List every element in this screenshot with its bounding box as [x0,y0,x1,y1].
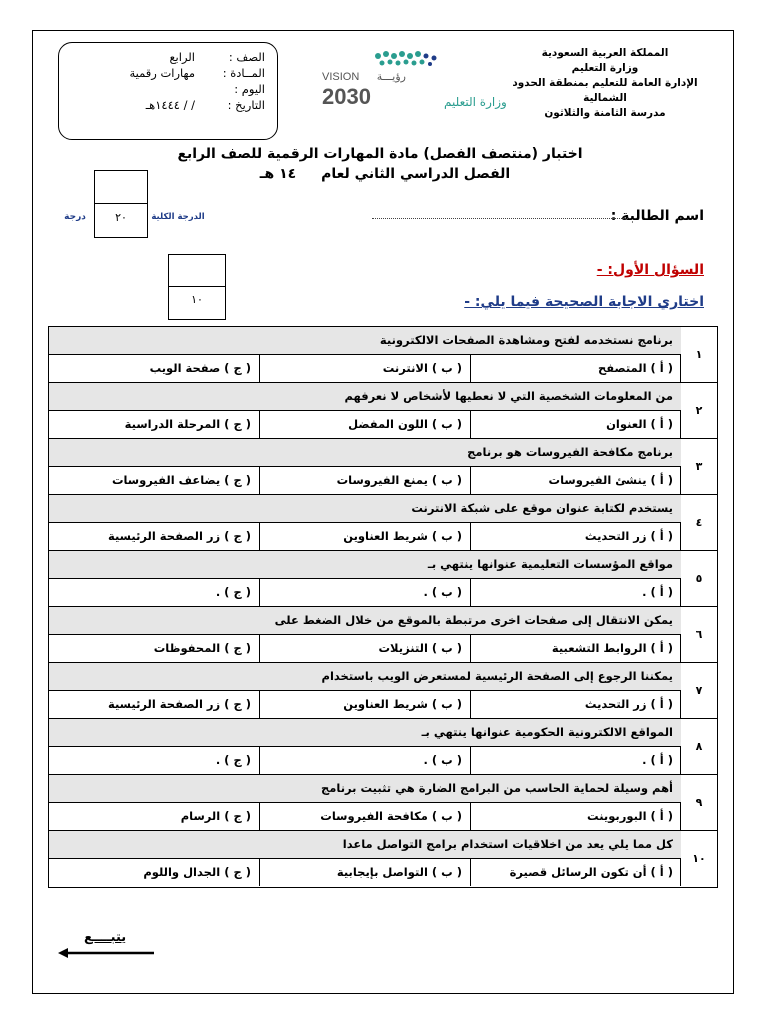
info-row-day [71,81,265,97]
answer-option[interactable]: ( ج ) المحفوظات [153,641,251,655]
question-row [49,719,717,774]
exam-title: اختبار (منتصف الفصل) مادة المهارات الرقمية للصف الرابع [177,146,583,162]
answer-option[interactable]: ( أ ) ينشئ الفيروسات [470,466,681,494]
info-row-grade [71,49,265,65]
question-text: من المعلومات الشخصية التي لا نعطيها لأشخاص لا نعرفهم [49,383,681,411]
info-key: المــادة : [222,66,265,80]
question-options [49,690,681,718]
answer-option[interactable]: ( أ ) زر التحديث [470,522,681,550]
header-line: المملكة العربية السعودية [541,47,669,59]
question-text: المواقع الالكترونية الحكومية عنوانها ينتهي بـ [49,719,681,747]
answer-option[interactable]: ( ج ) زر الصفحة الرئيسية [108,697,251,711]
question-text: برنامج نستخدمه لفتح ومشاهدة الصفحات الالكترونية [49,327,681,355]
answer-option[interactable]: ( ج ) زر الصفحة الرئيسية [108,529,251,543]
question-number: ٢ [680,383,717,438]
header-line: وزارة التعليم [571,62,639,74]
question-number: ٦ [680,607,717,662]
question-options [49,746,681,774]
info-row-subject [71,65,265,81]
question-options [49,858,681,886]
answer-option[interactable]: ( أ ) . [470,746,681,774]
answer-option[interactable]: ( أ ) أن تكون الرسائل قصيرة [470,858,681,886]
question-row [49,831,717,886]
answer-option[interactable]: ( ب ) يمنع الفيروسات [259,466,470,494]
answer-option[interactable]: ( ب ) . [259,578,470,606]
question1-label: السؤال الأول: - [596,262,704,278]
header-line: الإدارة العامة للتعليم بمنطقة الحدود الشمالية [512,77,698,104]
info-key: التاريخ : [227,98,265,112]
question-number: ٧ [680,663,717,718]
question-row [49,775,717,830]
answer-option[interactable]: ( ج ) صفحة الويب [149,361,251,375]
question-options [49,802,681,830]
answer-option[interactable]: ( ب ) التنزيلات [259,634,470,662]
info-key: اليوم : [234,82,265,96]
question-row [49,607,717,662]
question-number: ٣ [680,439,717,494]
logo-ministry-text: وزارة التعليم [444,95,507,109]
answer-option[interactable]: ( ب ) التواصل بإيجابية [259,858,470,886]
subtitle-text: الفصل الدراسي الثاني لعام [321,166,511,182]
question-text: برنامج مكافحة الفيروسات هو برنامج [49,439,681,467]
answer-option[interactable]: ( أ ) زر التحديث [470,690,681,718]
answer-option[interactable]: ( أ ) البوربوينت [470,802,681,830]
answer-option[interactable]: ( أ ) العنوان [470,410,681,438]
answer-option[interactable]: ( ب ) الانترنت [259,354,470,382]
total-score-label: الدرجة الكلية [151,212,205,222]
question-options [49,634,681,662]
answer-option[interactable]: ( أ ) المتصفح [470,354,681,382]
instruction-label: اختاري الاجابة الصحيحة فيما يلي: - [464,294,704,310]
header-line: مدرسة الثامنة والثلاثون [544,107,666,119]
question-options [49,522,681,550]
arrow-left-icon [58,946,154,960]
exam-info-box [58,42,278,140]
question-number: ١ [680,327,717,382]
logo-vision-text: VISION [322,71,360,83]
follow-label: يتبــــع [84,930,127,945]
answer-option[interactable]: ( ج ) . [215,585,251,599]
question-row [49,551,717,606]
question-row [49,439,717,494]
question-row [49,327,717,382]
questions-table [48,326,718,888]
question1-score-box [168,254,226,320]
total-score-box [94,170,148,238]
question1-score-value: ١٠ [191,293,203,306]
question-text: مواقع المؤسسات التعليمية عنوانها ينتهي بـ [49,551,681,579]
question-options [49,466,681,494]
answer-option[interactable]: ( ب ) شريط العناوين [259,690,470,718]
degree-label: درجة [64,212,86,222]
vision-2030-logo [318,50,507,120]
answer-option[interactable]: ( ج ) . [215,753,251,767]
answer-option[interactable]: ( ج ) يضاعف الفيروسات [111,473,251,487]
answer-option[interactable]: ( ب ) . [259,746,470,774]
info-value: مهارات رقمية [129,66,195,80]
answer-option[interactable]: ( ب ) مكافحة الفيروسات [259,802,470,830]
question-options [49,410,681,438]
logo-ruya-text: رؤيـــة [376,70,406,83]
student-name-label: اسم الطالبة : [610,208,704,224]
question-row [49,495,717,550]
question-text: أهم وسيلة لحماية الحاسب من البرامج الضارة هي تثبيت برنامج [49,775,681,803]
total-score-value: ٢٠ [115,211,127,224]
question-row [49,663,717,718]
question-number: ٥ [680,551,717,606]
question-row [49,383,717,438]
question-text: يستخدم لكتابة عنوان موقع على شبكة الانترنت [49,495,681,523]
question-options [49,578,681,606]
question-number: ٩ [680,775,717,830]
exam-subtitle [220,166,540,182]
question-number: ١٠ [680,831,717,886]
answer-option[interactable]: ( ج ) الجدال واللوم [143,865,251,879]
answer-option[interactable]: ( أ ) . [470,578,681,606]
question-options [49,354,681,382]
answer-option[interactable]: ( أ ) الروابط التشعبية [470,634,681,662]
answer-option[interactable]: ( ب ) اللون المفضل [259,410,470,438]
question-text: يمكننا الرجوع إلى الصفحة الرئيسية لمستعرض الويب باستخدام [49,663,681,691]
info-value: / / ١٤٤٤هـ [145,98,195,112]
answer-option[interactable]: ( ج ) الرسام [180,809,251,823]
info-value: الرابع [169,50,195,64]
subtitle-year: ١٤ هـ [259,166,297,182]
info-row-date [71,97,265,113]
question-text: يمكن الانتقال إلى صفحات اخرى مرتبطة بالموقع من خلال الضغط على [49,607,681,635]
answer-option[interactable]: ( ج ) المرحلة الدراسية [124,417,251,431]
logo-year-text: 2030 [322,84,371,109]
question-text: كل مما يلي يعد من اخلاقيات استخدام برامج التواصل ماعدا [49,831,681,859]
answer-option[interactable]: ( ب ) شريط العناوين [259,522,470,550]
info-key: الصف : [228,50,265,64]
question-number: ٨ [680,719,717,774]
question-number: ٤ [680,495,717,550]
student-name-field[interactable] [372,218,628,219]
ministry-header [500,46,710,121]
